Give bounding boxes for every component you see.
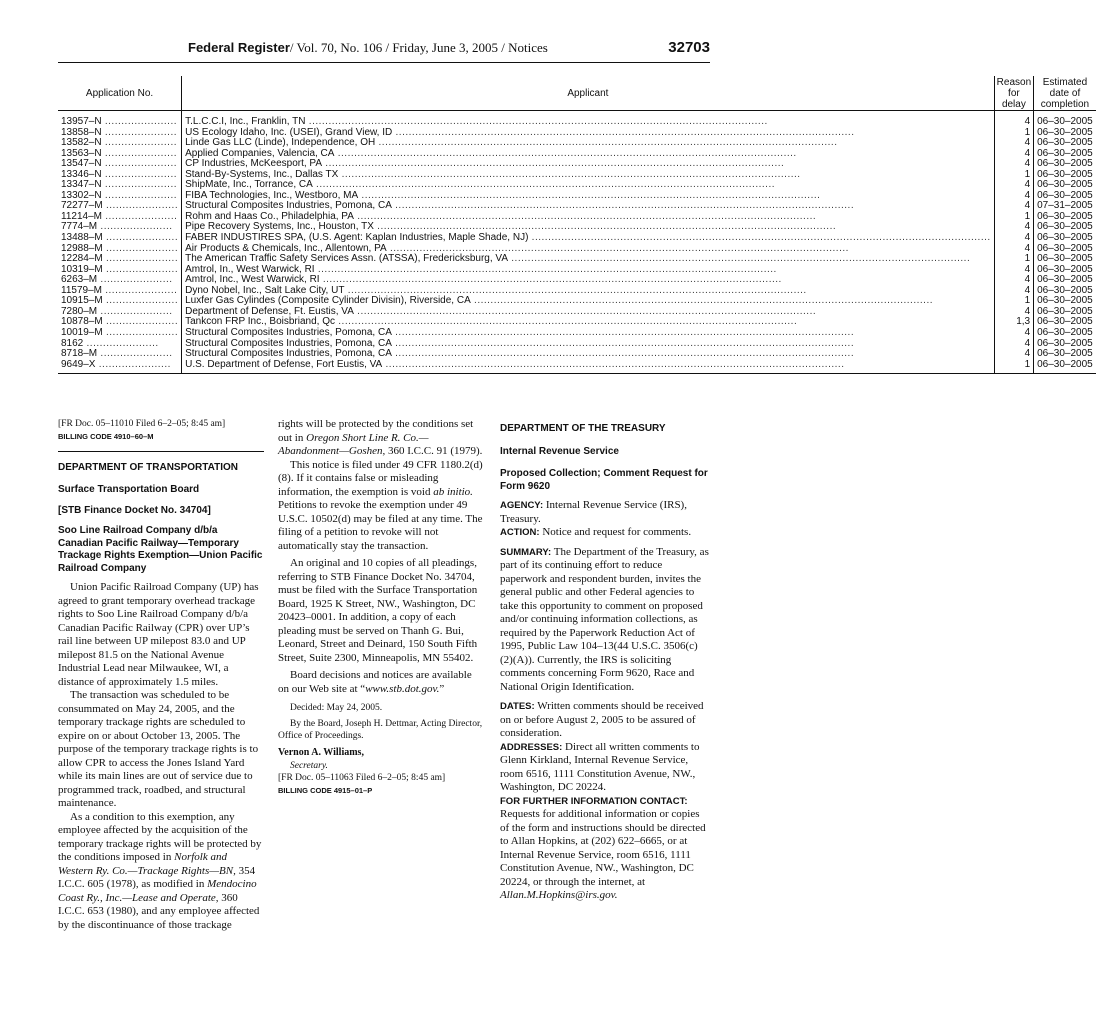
date-cell: 06–30–2005 <box>1034 307 1096 318</box>
notice-title: Soo Line Railroad Company d/b/a Canadian Pacific Railway—Temporary Trackage Rights Exemption—Union Pacific Railroad Company <box>58 525 263 574</box>
application-no-cell: 6263–M ...................... <box>61 274 173 286</box>
applicant-cell: Linde Gas LLC (Linde), Independence, OH ............................................................................................................................................ <box>182 138 995 149</box>
paragraph: An original and 10 copies of all pleadings, referring to STB Finance Docket No. 34704, must be filed with the Surface Transportation Board, 1925 K Street, NW., Washington, DC 20423–0001. In addition, a copy of each pleading must be served on Thanh G. Bui, Leonard, Street and Deinard, 150 South Fifth Street, Suite 2300, Minneapolis, MN 55402. <box>278 557 478 664</box>
section-divider <box>58 451 264 452</box>
fr-doc-note: [FR Doc. 05–11010 Filed 6–2–05; 8:45 am] <box>58 419 226 429</box>
citation: Norfolk and Western Ry. Co.—Trackage Rights—BN, <box>58 851 236 877</box>
application-no-cell: 10915–M ...................... <box>61 295 179 307</box>
reason-cell: 4 <box>994 111 1033 128</box>
application-no-cell: 10319–M ...................... <box>61 263 179 275</box>
application-no-cell: 13582–N ...................... <box>61 137 177 149</box>
date-cell: 06–30–2005 <box>1034 265 1096 276</box>
reason-cell: 4 <box>994 349 1033 360</box>
application-no-cell: 72277–M ...................... <box>61 200 179 212</box>
latin-term: ab initio. <box>433 485 473 498</box>
running-head <box>188 40 548 56</box>
leader-dots: ...................... <box>102 253 179 265</box>
applicant-cell: Applied Companies, Valencia, CA ............................................................................................................................................ <box>182 149 995 160</box>
further-info-field: FOR FURTHER INFORMATION CONTACT: Requests for additional information or copies of the form and instructions should be directed to Allan Hopkins, at (202) 622–6665, or at Internal Revenue Service, room 6516, 1111 Constitution Avenue, NW., Washington, DC 20224, or through the internet, at Allan.M.Hopkins@irs.gov. <box>500 795 706 901</box>
notice-title: Proposed Collection; Comment Request for Form 9620 <box>500 468 708 492</box>
application-no-cell: 13346–N ...................... <box>61 168 177 180</box>
applicant-cell: Department of Defense, Ft. Eustis, VA ............................................................................................................................................ <box>182 307 995 318</box>
reason-cell: 1 <box>994 254 1033 265</box>
reason-cell: 4 <box>994 191 1033 202</box>
date-cell: 06–30–2005 <box>1034 222 1096 233</box>
leader-dots: ...................... <box>95 358 171 370</box>
paragraph: The transaction was scheduled to be consummated on May 24, 2005, and the temporary trackage rights are scheduled to expire on or about October 13, 2005. The purpose of the temporary trackage rights is to allow CPR to access the Jones Island Yard while its main lines are out of service due to programmed track, roadbed, and structural maintenance. <box>58 689 259 809</box>
application-no-cell: 13488–M ...................... <box>61 232 179 244</box>
leader-dots: ...................... <box>101 116 177 128</box>
applications-table <box>58 76 1096 374</box>
application-no-cell: 10019–M ...................... <box>61 326 179 338</box>
date-cell: 06–30–2005 <box>1034 275 1096 286</box>
leader-dots: ............................................................................................................................................ <box>382 358 845 370</box>
applicant-cell: Structural Composites Industries, Pomona, CA ............................................................................................................................................ <box>182 338 995 349</box>
application-no-cell: 10878–M ...................... <box>61 316 179 328</box>
application-no-cell: 12284–M ...................... <box>61 253 179 265</box>
paragraph: rights will be protected by the conditions set out in Oregon Short Line R. Co.—Abandonment—Goshen, 360 I.C.C. 91 (1979). <box>278 418 483 457</box>
date-cell: 06–30–2005 <box>1034 360 1096 374</box>
billing-code: BILLING CODE 4915–01–P <box>278 785 373 795</box>
applicant-cell: Amtrol, In., West Warwick, RI ............................................................................................................................................ <box>182 265 995 276</box>
date-cell: 06–30–2005 <box>1034 180 1096 191</box>
subagency-heading: Internal Revenue Service <box>500 445 619 457</box>
applicant-cell: US Ecology Idaho, Inc. (USEI), Grand View, ID ............................................................................................................................................ <box>182 128 995 139</box>
date-cell: 06–30–2005 <box>1034 149 1096 160</box>
leader-dots: ...................... <box>101 137 177 149</box>
date-cell: 06–30–2005 <box>1034 296 1096 307</box>
reason-cell: 4 <box>994 233 1033 244</box>
leader-dots: ...................... <box>97 274 173 286</box>
leader-dots: ............................................................................................................................................ <box>314 263 777 275</box>
paragraph: As a condition to this exemption, any employee affected by the acquisition of the temporary trackage rights will be protected by the conditions imposed in Norfolk and Western Ry. Co.—Trackage Rights—BN, 354 I.C.C. 605 (1978), as modified in Mendocino Coast Ry., Inc.—Lease and Operate, 360 I.C.C. 653 (1980), and any employee affected by the discontinuance of those trackage <box>58 810 262 931</box>
email-link[interactable]: Allan.M.Hopkins@irs.gov. <box>500 889 618 901</box>
applicant-cell: Structural Composites Industries, Pomona, CA ............................................................................................................................................ <box>182 349 995 360</box>
leader-dots: ............................................................................................................................................ <box>391 337 855 349</box>
leader-dots: ............................................................................................................................................ <box>353 305 817 317</box>
leader-dots: ............................................................................................................................................ <box>373 221 837 233</box>
applicant-cell: Luxfer Gas Cylindes (Composite Cylinder Divisin), Riverside, CA ............................................................................................................................................ <box>182 296 995 307</box>
date-cell: 06–30–2005 <box>1034 170 1096 181</box>
leader-dots: ...................... <box>102 232 179 244</box>
application-no-cell: 13547–N ...................... <box>61 158 177 170</box>
dates-field: DATES: Written comments should be received on or before August 2, 2005 to be assured of consideration. <box>500 700 704 739</box>
application-no-cell: 12988–M ...................... <box>61 242 179 254</box>
reason-cell: 1,3 <box>994 317 1033 328</box>
web-link[interactable]: www.stb.dot.gov. <box>365 682 440 695</box>
col-header-date: Estimated date of completion <box>1034 76 1096 111</box>
table-row <box>58 111 1096 128</box>
by-board: By the Board, Joseph H. Dettmar, Acting Director, Office of Proceedings. <box>278 719 483 741</box>
billing-code: BILLING CODE 4910–60–M <box>58 432 154 441</box>
leader-dots: ............................................................................................................................................ <box>386 242 849 254</box>
signer-name: Vernon A. Williams, <box>278 747 364 758</box>
date-cell: 06–30–2005 <box>1034 338 1096 349</box>
leader-dots: ...................... <box>102 295 179 307</box>
subagency-heading: Surface Transportation Board <box>58 484 200 495</box>
leader-dots: ...................... <box>102 242 179 254</box>
application-no-cell: 13957–N ...................... <box>61 116 177 128</box>
reason-cell: 4 <box>994 286 1033 297</box>
leader-dots: ............................................................................................................................................ <box>334 147 797 159</box>
applicant-cell: Dyno Nobel, Inc., Salt Lake City, UT ............................................................................................................................................ <box>182 286 995 297</box>
applicant-cell: Structural Composites Industries, Pomona, CA ............................................................................................................................................ <box>182 201 995 212</box>
application-no-cell: 13858–N ...................... <box>61 126 177 138</box>
date-cell: 06–30–2005 <box>1034 212 1096 223</box>
application-no-cell: 11214–M ...................... <box>61 210 178 222</box>
leader-dots: ............................................................................................................................................ <box>358 189 821 201</box>
column-2 <box>278 418 484 797</box>
leader-dots: ............................................................................................................................................ <box>312 179 776 191</box>
reason-cell: 4 <box>994 275 1033 286</box>
reason-cell: 1 <box>994 212 1033 223</box>
applicant-cell: Air Products & Chemicals, Inc., Allentown, PA ............................................................................................................................................ <box>182 244 995 255</box>
leader-dots: ............................................................................................................................................ <box>528 232 991 244</box>
leader-dots: ............................................................................................................................................ <box>319 274 782 286</box>
leader-dots: ............................................................................................................................................ <box>344 284 807 296</box>
column-3 <box>500 418 710 903</box>
applicant-cell: ShipMate, Inc., Torrance, CA ............................................................................................................................................ <box>182 180 995 191</box>
col-header-application-no: Application No. <box>58 76 182 111</box>
leader-dots: ...................... <box>101 168 177 180</box>
col-header-reason: Reason for delay <box>994 76 1033 111</box>
application-no-cell: 9649–X ...................... <box>58 360 182 374</box>
date-cell: 06–30–2005 <box>1034 191 1096 202</box>
leader-dots: ...................... <box>102 316 179 328</box>
leader-dots: ............................................................................................................................................ <box>391 348 855 360</box>
application-no-cell: 7774–M ...................... <box>61 221 173 233</box>
application-no-cell: 13347–N ...................... <box>61 179 177 191</box>
issue-info: / Vol. 70, No. 106 / Friday, June 3, 2005 / Notices <box>289 40 548 55</box>
reason-cell: 1 <box>994 128 1033 139</box>
leader-dots: ............................................................................................................................................ <box>470 295 934 307</box>
leader-dots: ............................................................................................................................................ <box>305 116 768 128</box>
agency-heading: DEPARTMENT OF TRANSPORTATION <box>58 461 238 473</box>
date-cell: 06–30–2005 <box>1034 111 1096 128</box>
summary-field: SUMMARY: The Department of the Treasury, as part of its continuing effort to reduce paperwork and respondent burden, invites the general public and other Federal agencies to take this opportunity to comment on proposed and/or continuing information collections, as required by the Paperwork Reduction Act of 1995, Public Law 104–13(44 U.S.C. 3506(c)(2)(A)). Currently, the IRS is soliciting comments concerning Form 9620, Race and National Origin Identification. <box>500 545 709 693</box>
leader-dots: ............................................................................................................................................ <box>322 158 785 170</box>
journal-name: Federal Register <box>188 40 290 55</box>
application-no-cell: 11579–M ...................... <box>61 284 178 296</box>
applicant-cell: U.S. Department of Defense, Fort Eustis, VA ............................................................................................................................................ <box>182 360 995 374</box>
leader-dots: ............................................................................................................................................ <box>353 210 817 222</box>
reason-cell: 4 <box>994 138 1033 149</box>
reason-cell: 4 <box>994 149 1033 160</box>
leader-dots: ...................... <box>97 348 173 360</box>
leader-dots: ...................... <box>102 326 179 338</box>
date-cell: 06–30–2005 <box>1034 138 1096 149</box>
agency-field: AGENCY: Internal Revenue Service (IRS), Treasury. <box>500 499 687 525</box>
date-cell: 06–30–2005 <box>1034 328 1096 339</box>
reason-cell: 1 <box>994 296 1033 307</box>
leader-dots: ...................... <box>83 337 159 349</box>
application-no-cell: 13302–N ...................... <box>61 189 177 201</box>
date-cell: 06–30–2005 <box>1034 159 1096 170</box>
decided-date: Decided: May 24, 2005. <box>290 703 383 713</box>
agency-heading: DEPARTMENT OF THE TREASURY <box>500 423 666 434</box>
application-no-cell: 7280–M ...................... <box>61 305 173 317</box>
date-cell: 06–30–2005 <box>1034 244 1096 255</box>
col-header-applicant: Applicant <box>182 76 995 111</box>
leader-dots: ............................................................................................................................................ <box>338 168 801 180</box>
applicant-cell: Structural Composites Industries, Pomona, CA ............................................................................................................................................ <box>182 328 995 339</box>
date-cell: 06–30–2005 <box>1034 254 1096 265</box>
leader-dots: ...................... <box>101 179 177 191</box>
reason-cell: 1 <box>994 360 1033 374</box>
applicant-cell: Rohm and Haas Co., Philadelphia, PA ............................................................................................................................................ <box>182 212 995 223</box>
table-header-row <box>58 76 1096 111</box>
applicant-cell: T.L.C.C.I, Inc., Franklin, TN ............................................................................................................................................ <box>182 111 995 128</box>
leader-dots: ............................................................................................................................................ <box>508 253 971 265</box>
leader-dots: ...................... <box>101 158 177 170</box>
leader-dots: ............................................................................................................................................ <box>392 126 855 138</box>
leader-dots: ............................................................................................................................................ <box>391 326 855 338</box>
table-body <box>58 111 1096 374</box>
applicant-cell: FABER INDUSTIRES SPA, (U.S. Agent: Kaplan Industries, Maple Shade, NJ) ............................................................................................................................................ <box>182 233 995 244</box>
leader-dots: ...................... <box>97 305 173 317</box>
reason-cell: 4 <box>994 244 1033 255</box>
applicant-cell: Amtrol, Inc., West Warwick, RI ............................................................................................................................................ <box>182 275 995 286</box>
reason-cell: 4 <box>994 307 1033 318</box>
reason-cell: 4 <box>994 328 1033 339</box>
leader-dots: ...................... <box>102 263 179 275</box>
reason-cell: 4 <box>994 222 1033 233</box>
date-cell: 06–30–2005 <box>1034 349 1096 360</box>
leader-dots: ...................... <box>101 126 177 138</box>
leader-dots: ...................... <box>101 284 178 296</box>
applicant-cell: CP Industries, McKeesport, PA ............................................................................................................................................ <box>182 159 995 170</box>
paragraph: Board decisions and notices are available on our Web site at “www.stb.dot.gov.” <box>278 669 472 695</box>
addresses-field: ADDRESSES: Direct all written comments to Glenn Kirkland, Internal Revenue Service, room 6516, 1111 Constitution Avenue, NW., Washington, DC 20224. <box>500 740 700 793</box>
page-header <box>58 40 710 58</box>
applicant-cell: Pipe Recovery Systems, Inc., Houston, TX ............................................................................................................................................ <box>182 222 995 233</box>
page-number: 32703 <box>668 39 710 56</box>
signer-title: Secretary. <box>290 760 328 771</box>
leader-dots: ............................................................................................................................................ <box>391 200 855 212</box>
leader-dots: ...................... <box>101 147 177 159</box>
applicant-cell: FIBA Technologies, Inc., Westboro, MA ............................................................................................................................................ <box>182 191 995 202</box>
applicant-cell: The American Traffic Safety Services Assn. (ATSSA), Fredericksburg, VA ............................................................................................................................................ <box>182 254 995 265</box>
citation: Oregon Short Line R. Co.—Abandonment—Goshen, <box>278 431 429 457</box>
fr-doc-note: [FR Doc. 05–11063 Filed 6–2–05; 8:45 am] <box>278 772 446 783</box>
reason-cell: 4 <box>994 180 1033 191</box>
action-field: ACTION: Notice and request for comments. <box>500 526 692 538</box>
reason-cell: 4 <box>994 338 1033 349</box>
applicant-cell: Stand-By-Systems, Inc., Dallas TX ............................................................................................................................................ <box>182 170 995 181</box>
application-no-cell: 8162 ...................... <box>61 337 159 349</box>
docket-number: [STB Finance Docket No. 34704] <box>58 504 211 516</box>
date-cell: 06–30–2005 <box>1034 128 1096 139</box>
date-cell: 06–30–2005 <box>1034 233 1096 244</box>
applicant-cell: Tankcon FRP Inc., Boisbriand, Qc ............................................................................................................................................ <box>182 317 995 328</box>
reason-cell: 4 <box>994 159 1033 170</box>
paragraph: This notice is filed under 49 CFR 1180.2(d)(8). If it contains false or misleading information, the exemption is void ab initio. Petitions to revoke the exemption under 49 U.S.C. 10502(d) may be filed at any time. The filing of a petition to revoke will not automatically stay the transaction. <box>278 458 483 552</box>
application-no-cell: 13563–N ...................... <box>61 147 177 159</box>
leader-dots: ...................... <box>101 189 177 201</box>
date-cell: 06–30–2005 <box>1034 317 1096 328</box>
paragraph: Union Pacific Railroad Company (UP) has agreed to grant temporary overhead trackage rights to Soo Line Railroad Company d/b/a Canadian Pacific Railway (CPR) over UP’s rail line between UP milepost 83.0 and UP milepost 81.5 on the National Avenue Industrial Lead near Milwaukee, WI, a distance of approximately 1.5 miles. <box>58 581 259 688</box>
column-1 <box>58 418 264 932</box>
header-rule <box>58 62 710 63</box>
leader-dots: ............................................................................................................................................ <box>335 316 798 328</box>
leader-dots: ...................... <box>102 200 179 212</box>
citation: Mendocino Coast Ry., Inc.—Lease and Operate, <box>58 878 257 904</box>
date-cell: 07–31–2005 <box>1034 201 1096 212</box>
reason-cell: 4 <box>994 265 1033 276</box>
reason-cell: 1 <box>994 170 1033 181</box>
leader-dots: ............................................................................................................................................ <box>375 137 838 149</box>
leader-dots: ...................... <box>97 221 173 233</box>
leader-dots: ...................... <box>101 210 178 222</box>
reason-cell: 4 <box>994 201 1033 212</box>
application-no-cell: 8718–M ...................... <box>61 348 173 360</box>
table-row <box>58 360 1096 374</box>
date-cell: 06–30–2005 <box>1034 286 1096 297</box>
